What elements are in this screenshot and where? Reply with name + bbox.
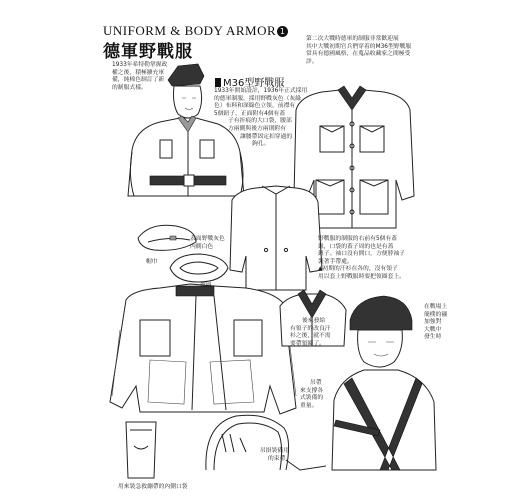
text-line: 常具有德國風格，在蒐品收藏家之間極受 [306,51,411,58]
page-title: 德軍野戰服 [103,42,193,62]
text-line: 評。 [306,58,318,65]
label-line: 加強對 [424,319,442,326]
text-line: 鉤孔。 [252,141,270,148]
cap-label [190,236,225,251]
label-line: 重量。 [300,402,318,409]
label-line: 吊帶 [310,380,322,386]
text-line: 的德軍制服，採用野戰灰色（灰綠 [214,95,301,102]
caption-1933 [112,62,168,92]
text-line: 子有折痕的大口袋，腰部 [228,118,292,125]
suspender-label [300,380,323,410]
label-line: 式裝備的 [300,395,324,402]
label-line: 後來發給 [302,318,326,324]
label-line: 簡樸的襯 [424,311,448,318]
caption-line: 1933年希特勒掌握政 [112,62,168,68]
text-line: 其中大戰初期官兵們穿着的M36型野戰服 [306,43,412,50]
label-line: 要帶領圈了。 [290,340,325,347]
m36-jacket-back-illustration [230,186,322,290]
caption-line: 備，純棉色制訂了新 [112,77,165,84]
label-line: 發生時 [424,334,442,341]
text-line: 讓腰帶固定扣穿過的 [240,133,293,140]
volume-badge: 1 [277,26,288,37]
text-line: 5個鈕子，正面附有4個有蓋 [214,110,286,117]
series-title: UNIFORM & BODY ARMOR 1 [103,23,288,39]
m36-description [214,88,326,149]
intro-paragraph [306,36,424,66]
neck-band-illustration [170,254,228,282]
text-line: 色）布料和深綠色立領，前襟有 [214,103,296,110]
soldier-right-label [424,304,447,342]
section-heading-m36: M36型野戰服 [215,74,284,89]
label-line: 在戰場上 [424,304,448,310]
text-line: 第二次大戰時德軍的制服非常歡迎展 [306,36,399,42]
belt-hook-label [260,448,289,463]
label-line: 衫之後，就不需 [290,333,331,340]
label-line: 吊掛裝備用 [260,448,289,454]
label-line: 的束帶 [268,455,286,462]
text-line: 用以套上野戰服時要把領圈套上。 [318,273,405,280]
open-jacket-illustration [110,284,296,414]
text-line: 裝著手帶處。 [318,258,353,265]
text-line: ▲初期的汗衫在各的，沒有領子 [318,266,398,273]
belt-suspender-illustration [126,415,326,478]
label-line: 來支撐各 [300,387,324,394]
text-line: 鈕，口袋的蓋子周的也是有蓋 [318,243,394,250]
caption-line: 權之後，積極擴充軍 [112,69,165,76]
text-line: 1933年開始設計，1936年正式採用 [214,88,308,94]
label-line: 內側白色 [190,243,214,250]
field-cap-illustration [138,225,196,250]
text-line: 方兩側與後方兩則附有 [228,125,286,132]
collar-label [290,318,331,348]
neck-band-label: 領圈 [200,283,212,289]
helmeted-soldier-illustration [332,296,436,470]
label-line: 有領子的改良汗 [290,325,331,332]
label-line: 表面野戰灰色 [190,236,225,242]
caption-line: 的制服式樣。 [112,84,147,91]
label-line: 大戰中 [424,326,442,333]
text-line: 鈕子。袖口沒有開口，方便脖袖子 [318,251,405,258]
sweatband-label: 帽巾 [146,259,158,265]
pocket-label: 用來裝急救繃帶的內側口袋 [118,484,188,490]
details-paragraph [318,236,432,282]
text-line: 野戰服的制服的右前有5個有蓋 [318,236,398,242]
